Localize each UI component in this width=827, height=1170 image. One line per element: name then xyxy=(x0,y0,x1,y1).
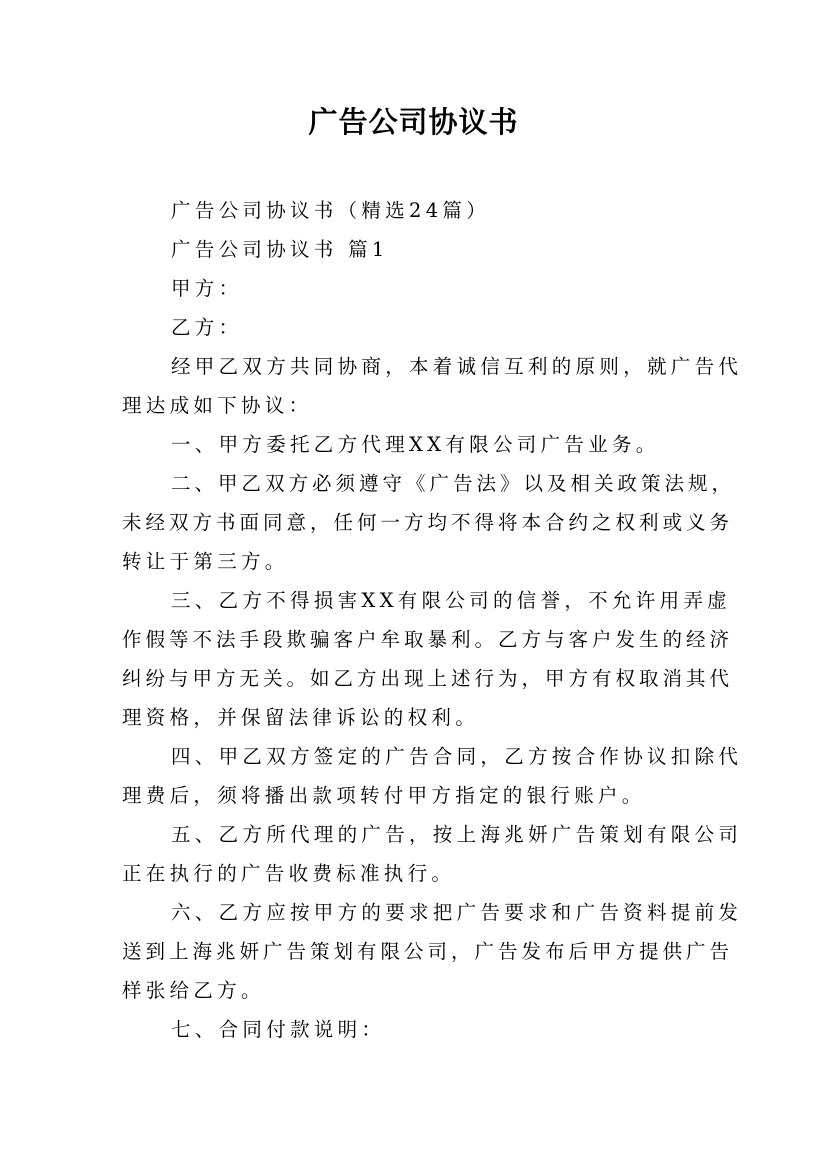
clause-2-line: 转让于第三方。 xyxy=(122,550,289,573)
clause-5-line: 正在执行的广告收费标准执行。 xyxy=(122,862,456,885)
clause-2-line: 未经双方书面同意，任何一方均不得将本合约之权利或义务 xyxy=(122,511,734,534)
clause-3-line: 纠纷与甲方无关。如乙方出现上述行为，甲方有权取消其代 xyxy=(122,667,734,690)
clause-4-line: 理费后，须将播出款项转付甲方指定的银行账户。 xyxy=(122,784,646,807)
clause-7-line: 七、合同付款说明： xyxy=(171,1018,386,1041)
paragraph-line: 理达成如下协议： xyxy=(122,394,313,417)
clause-4-line: 四、甲乙双方签定的广告合同，乙方按合作协议扣除代 xyxy=(171,745,743,768)
subtitle-line: 广告公司协议书（精选24篇） xyxy=(171,199,491,222)
clause-3-line: 作假等不法手段欺骗客户牟取暴利。乙方与客户发生的经济 xyxy=(122,628,734,651)
paragraph-line: 经甲乙双方共同协商，本着诚信互利的原则，就广告代 xyxy=(171,355,743,378)
clause-6-line: 送到上海兆妍广告策划有限公司，广告发布后甲方提供广告 xyxy=(122,940,734,963)
clause-6-line: 六、乙方应按甲方的要求把广告要求和广告资料提前发 xyxy=(171,901,743,924)
section-heading: 广告公司协议书 篇1 xyxy=(171,238,389,261)
clause-3-line: 三、乙方不得损害XX有限公司的信誉，不允许用弄虚 xyxy=(171,589,731,612)
clause-2-line: 二、甲乙双方必须遵守《广告法》以及相关政策法规， xyxy=(171,472,736,495)
clause-6-line: 样张给乙方。 xyxy=(122,979,265,1002)
clause-1-line: 一、甲方委托乙方代理XX有限公司广告业务。 xyxy=(171,433,660,456)
clause-5-line: 五、乙方所代理的广告，按上海兆妍广告策划有限公司 xyxy=(171,823,743,846)
party-b-line: 乙方： xyxy=(171,316,243,339)
clause-3-line: 理资格，并保留法律诉讼的权利。 xyxy=(122,706,480,729)
party-a-line: 甲方： xyxy=(171,277,243,300)
document-title: 广告公司协议书 xyxy=(308,105,519,139)
